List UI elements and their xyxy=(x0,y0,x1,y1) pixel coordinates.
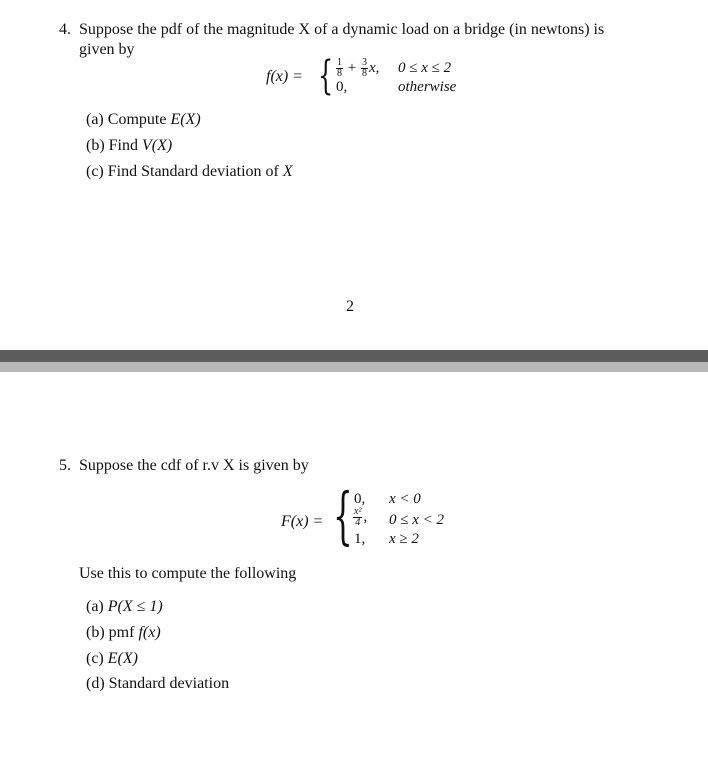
problem-4-statement-line2: given by xyxy=(79,41,135,58)
problem-4-part-a: (a) Compute E(X) xyxy=(86,111,201,128)
pdf-function-label: f(x) = xyxy=(266,68,303,85)
problem-4-part-c: (c) Find Standard deviation of X xyxy=(86,163,293,180)
page-separator-light xyxy=(0,362,708,372)
problem-5-number: 5. xyxy=(59,457,71,474)
problem-5-part-d: (d) Standard deviation xyxy=(86,675,230,692)
pdf-case-1-expression xyxy=(335,58,379,79)
pdf-case-2-condition: otherwise xyxy=(398,79,457,95)
cdf-function-label: F(x) = xyxy=(281,513,324,530)
problem-4-part-b: (b) Find V(X) xyxy=(86,137,173,154)
problem-5-instruction: Use this to compute the following xyxy=(79,565,297,582)
pdf-case-1-condition: 0 ≤ x ≤ 2 xyxy=(398,60,452,76)
problem-4-number: 4. xyxy=(59,21,71,38)
cdf-case-1-condition: x < 0 xyxy=(389,491,421,507)
fraction-x-squared-over-4: $\frac{\text{x²}}{4}$ xyxy=(354,506,362,528)
cdf-case-2-expression: $\frac{\text{x²}}{4}$ , xyxy=(354,506,368,528)
page-number: 2 xyxy=(346,298,354,315)
left-brace: { xyxy=(333,479,353,552)
problem-5-part-c: (c) E(X) xyxy=(86,650,138,667)
page-2 xyxy=(0,0,708,350)
cdf-case-3-value: 1, xyxy=(354,531,366,547)
problem-5-part-a: (a) P(X ≤ 1) xyxy=(86,598,163,615)
term-x: x, xyxy=(368,59,380,76)
fraction-one-eighth: $\frac{1}{8}$ xyxy=(337,57,342,79)
problem-4-statement-line1: Suppose the pdf of the magnitude X of a dynamic load on a bridge (in newtons) is xyxy=(79,21,605,38)
cdf-case-2-condition: 0 ≤ x < 2 xyxy=(389,512,445,528)
page-separator-dark xyxy=(0,350,708,362)
cdf-case-1-value: 0, xyxy=(354,491,366,507)
left-brace: { xyxy=(318,53,334,99)
plus-sign: + xyxy=(347,59,357,76)
problem-5-part-b: (b) pmf f(x) xyxy=(86,624,161,641)
pdf-case-2-value: 0, xyxy=(336,79,348,95)
problem-5-statement: Suppose the cdf of r.v X is given by xyxy=(79,457,309,474)
cdf-case-3-condition: x ≥ 2 xyxy=(389,531,419,547)
page-3 xyxy=(0,372,708,766)
fraction-three-eighths: $\frac{3}{8}$ xyxy=(361,57,367,79)
